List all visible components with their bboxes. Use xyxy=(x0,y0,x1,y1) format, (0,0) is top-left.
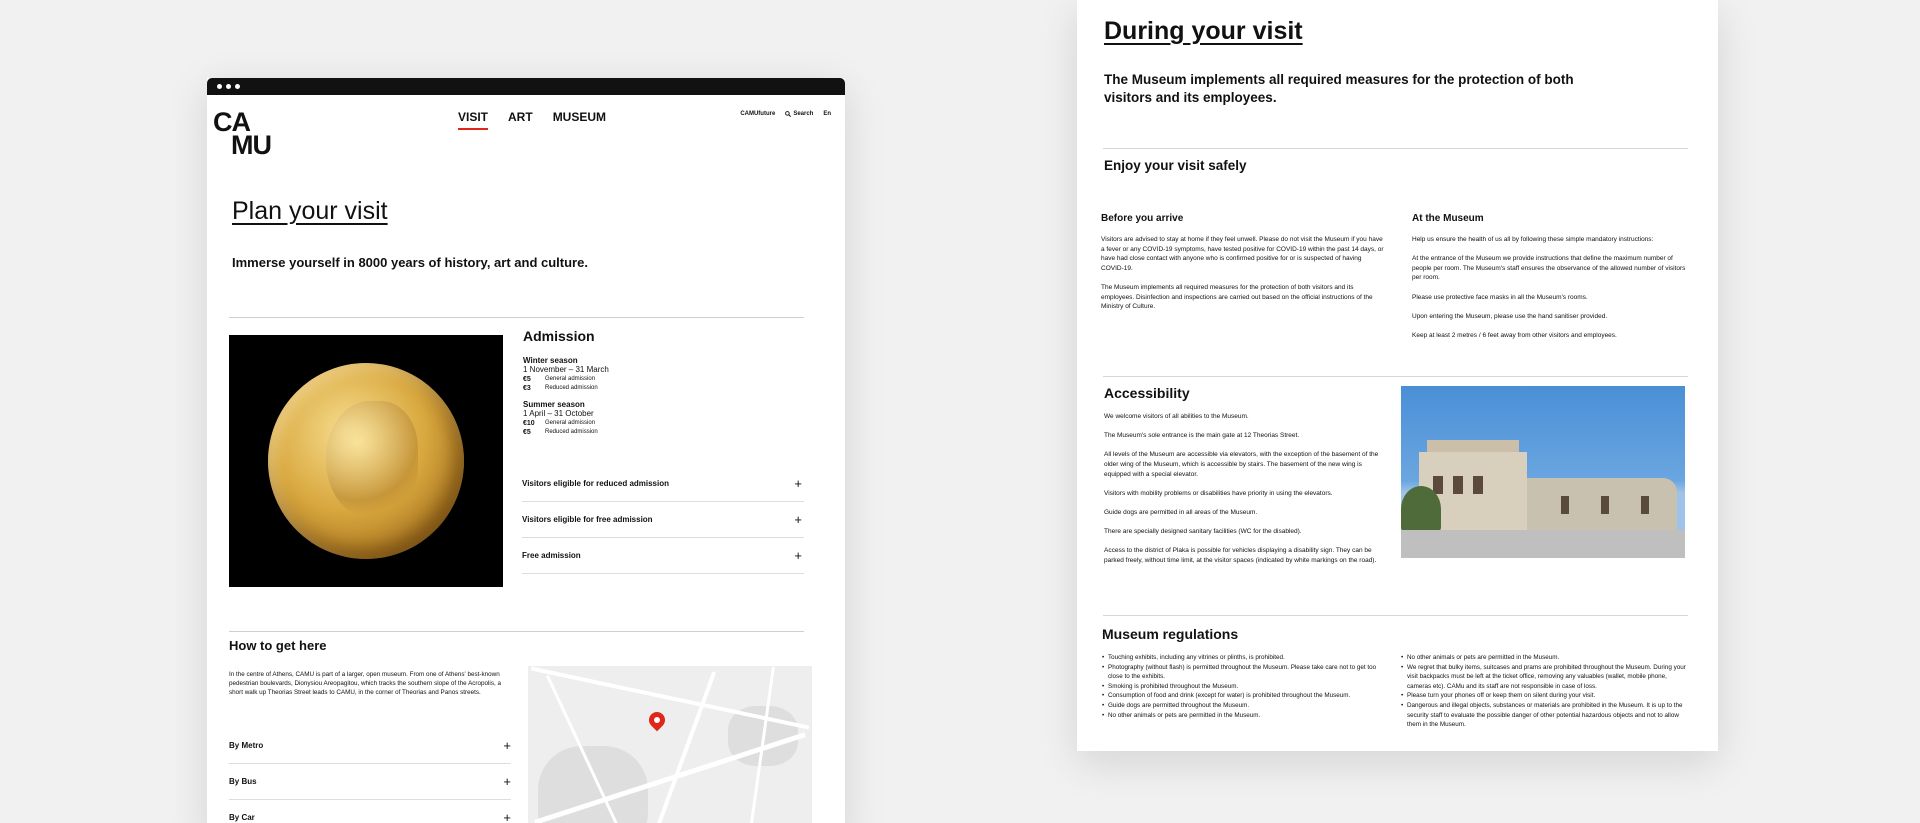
browser-chrome xyxy=(207,78,845,95)
divider xyxy=(1103,148,1688,149)
price-row xyxy=(523,420,805,427)
accordion-label: Free admission xyxy=(522,551,581,560)
paragraph: The Museum's sole entrance is the main gate at 12 Theorias Street. xyxy=(1104,432,1300,440)
price: €5 xyxy=(523,376,531,383)
paragraph: We welcome visitors of all abilities to the Museum. xyxy=(1104,413,1249,420)
paragraph: All levels of the Museum are accessible via elevators, with the exception of the basement of the older wing of the Museum, which is accessible by stairs. The basement of the new wing is equipped with a special elevator. xyxy=(1104,451,1379,478)
list-item: • No other animals or pets are permitted in the Museum. xyxy=(1102,711,1382,721)
plus-icon: + xyxy=(794,476,802,491)
nav-museum[interactable]: MUSEUM xyxy=(552,110,607,124)
season-dates: 1 November – 31 March xyxy=(523,365,609,374)
paragraph: Keep at least 2 metres / 6 feet away from other visitors and employees. xyxy=(1412,331,1617,339)
list-item: • No other animals or pets are permitted in the Museum. xyxy=(1401,653,1691,663)
divider xyxy=(1103,615,1688,616)
winter-season xyxy=(523,356,805,392)
price-label: Reduced admission xyxy=(545,385,598,391)
season-dates: 1 April – 31 October xyxy=(523,409,594,418)
site-header xyxy=(207,95,845,165)
accessibility-title: Accessibility xyxy=(1104,385,1190,401)
page-title: Plan your visit xyxy=(232,197,388,225)
paragraph: There are specially designed sanitary facilities (WC for the disabled). xyxy=(1104,528,1302,536)
browser-window xyxy=(207,78,845,823)
paragraph: Visitors with mobility problems or disabilities have priority in using the elevators. xyxy=(1104,489,1333,497)
accordion-by-bus[interactable] xyxy=(229,764,511,800)
how-to-get-here-title: How to get here xyxy=(229,638,327,653)
accordion-label: By Car xyxy=(229,813,255,822)
divider xyxy=(229,317,804,318)
before-arrive-title: Before you arrive xyxy=(1101,213,1184,224)
logo-line-2: MU xyxy=(231,130,271,160)
search-icon xyxy=(785,111,791,117)
plus-icon: + xyxy=(503,810,511,823)
plus-icon: + xyxy=(503,774,511,789)
price: €3 xyxy=(523,385,531,392)
list-item: • Please turn your phones off or keep them on silent during your visit. xyxy=(1401,691,1691,701)
nav-art[interactable]: ART xyxy=(508,110,533,124)
accordion-free-admission[interactable] xyxy=(522,538,804,574)
list-item: • Dangerous and illegal objects, substances or materials are prohibited in the Museum. It is up to the security staff to evaluate the possible danger of other potential hazardous objects and not to allow them in the Museum. xyxy=(1401,701,1691,730)
location-map[interactable] xyxy=(528,666,812,823)
season-title: Summer season xyxy=(523,400,585,409)
how-to-get-here-text: In the centre of Athens, CAMU is part of a larger, open museum. From one of Athens' best-known pedestrian boulevards, Dionysiou Areopagitou, which tracks the southern slope of the Acropolis, a short walk up Theorias Street leads to CAMU, in the corner of Theorias and Panos streets. xyxy=(229,671,501,696)
list-item: • Consumption of food and drink (except for water) is prohibited throughout the Museum. xyxy=(1102,691,1382,701)
logo-line-1: CA xyxy=(213,107,250,137)
gold-coin-image xyxy=(229,335,503,587)
plus-icon: + xyxy=(794,512,802,527)
camu-logo[interactable] xyxy=(213,107,271,160)
price-label: General admission xyxy=(545,420,596,426)
list-item: • Touching exhibits, including any vitrines or plinths, is prohibited. xyxy=(1102,653,1382,663)
paragraph: Visitors are advised to stay at home if they feel unwell. Please do not visit the Museum if you have a fever or any COVID-19 symptoms, have tested positive for COVID-19 within the past 14 days, or have had close contact with anyone who is confirmed positive for or is suspected of having COVID-19. xyxy=(1101,236,1384,272)
paragraph: Please use protective face masks in all the Museum's rooms. xyxy=(1412,293,1588,301)
price: €5 xyxy=(523,429,531,436)
nav-visit[interactable]: VISIT xyxy=(458,110,488,130)
list-item: • We regret that bulky items, suitcases and prams are prohibited throughout the Museum. During your visit backpacks must be left at the ticket office, removing any valuables (wallet, mobile phone, cameras etc). CAMu and its staff are not responsible in case of loss. xyxy=(1401,663,1691,692)
language-switch[interactable]: En xyxy=(823,111,831,117)
window-dot-icon[interactable] xyxy=(217,84,222,89)
doc-title: During your visit xyxy=(1104,17,1303,45)
summer-season xyxy=(523,400,805,436)
accordion-label: Visitors eligible for reduced admission xyxy=(522,479,670,488)
plus-icon: + xyxy=(794,548,802,563)
accordion-by-metro[interactable] xyxy=(229,728,511,764)
camufuture-link[interactable]: CAMUfuture xyxy=(740,111,776,117)
divider xyxy=(229,631,804,632)
at-museum-title: At the Museum xyxy=(1412,213,1484,224)
paragraph: The Museum implements all required measures for the protection of both visitors and its employees. Disinfection and inspections are carried out based on the official instructions of the Ministry of Culture. xyxy=(1101,283,1373,311)
accessibility-text xyxy=(1104,412,1388,575)
accordion-label: Visitors eligible for free admission xyxy=(522,515,653,524)
main-nav xyxy=(458,110,606,130)
regulations-list-right xyxy=(1401,653,1691,730)
price-row xyxy=(523,376,805,383)
list-item: • Guide dogs are permitted throughout the Museum. xyxy=(1102,701,1382,711)
search-label: Search xyxy=(793,111,814,117)
document-page xyxy=(1077,0,1718,751)
price-label: General admission xyxy=(545,376,596,382)
utility-nav xyxy=(740,111,831,117)
price-label: Reduced admission xyxy=(545,429,598,435)
admission-section xyxy=(523,328,805,444)
page-subtitle: Immerse yourself in 8000 years of history, art and culture. xyxy=(232,255,588,270)
list-item: • Photography (without flash) is permitted throughout the Museum. Please take care not to get too close to the exhibits. xyxy=(1102,663,1382,682)
divider xyxy=(1103,376,1688,377)
paragraph: Help us ensure the health of us all by following these simple mandatory instructions: xyxy=(1412,236,1654,243)
accordion-free-admission-eligible[interactable] xyxy=(522,502,804,538)
accordion-by-car[interactable] xyxy=(229,800,511,823)
paragraph: Access to the district of Plaka is possible for vehicles displaying a disability sign. They can be parked freely, without time limit, at the visitor spaces (indicated by white markings on the road). xyxy=(1104,547,1377,564)
location-pin-icon[interactable] xyxy=(646,709,669,732)
museum-building-image xyxy=(1401,386,1685,558)
accordion-label: By Bus xyxy=(229,777,257,786)
regulations-title: Museum regulations xyxy=(1102,626,1239,642)
list-item: • Smoking is prohibited throughout the Museum. xyxy=(1102,682,1382,692)
accordion-reduced-admission[interactable] xyxy=(522,466,804,502)
plus-icon: + xyxy=(503,738,511,753)
price: €10 xyxy=(523,420,535,427)
doc-lead: The Museum implements all required measures for the protection of both visitors and its employees. xyxy=(1104,72,1574,105)
paragraph: Upon entering the Museum, please use the hand sanitiser provided. xyxy=(1412,312,1608,320)
at-museum-text xyxy=(1412,235,1692,350)
regulations-list-left xyxy=(1102,653,1382,720)
accordion-label: By Metro xyxy=(229,741,264,750)
paragraph: Guide dogs are permitted in all areas of the Museum. xyxy=(1104,508,1258,516)
price-row xyxy=(523,385,805,392)
search-link[interactable] xyxy=(785,111,813,117)
window-dot-icon[interactable] xyxy=(226,84,231,89)
admission-title: Admission xyxy=(523,328,595,344)
price-row xyxy=(523,429,805,436)
season-title: Winter season xyxy=(523,356,578,365)
paragraph: At the entrance of the Museum we provide instructions that define the maximum number of people per room. The Museum's staff ensures the observance of the allowed number of visitors per room. xyxy=(1412,255,1686,282)
window-dot-icon[interactable] xyxy=(235,84,240,89)
before-arrive-text xyxy=(1101,235,1386,321)
enjoy-title: Enjoy your visit safely xyxy=(1104,158,1247,173)
